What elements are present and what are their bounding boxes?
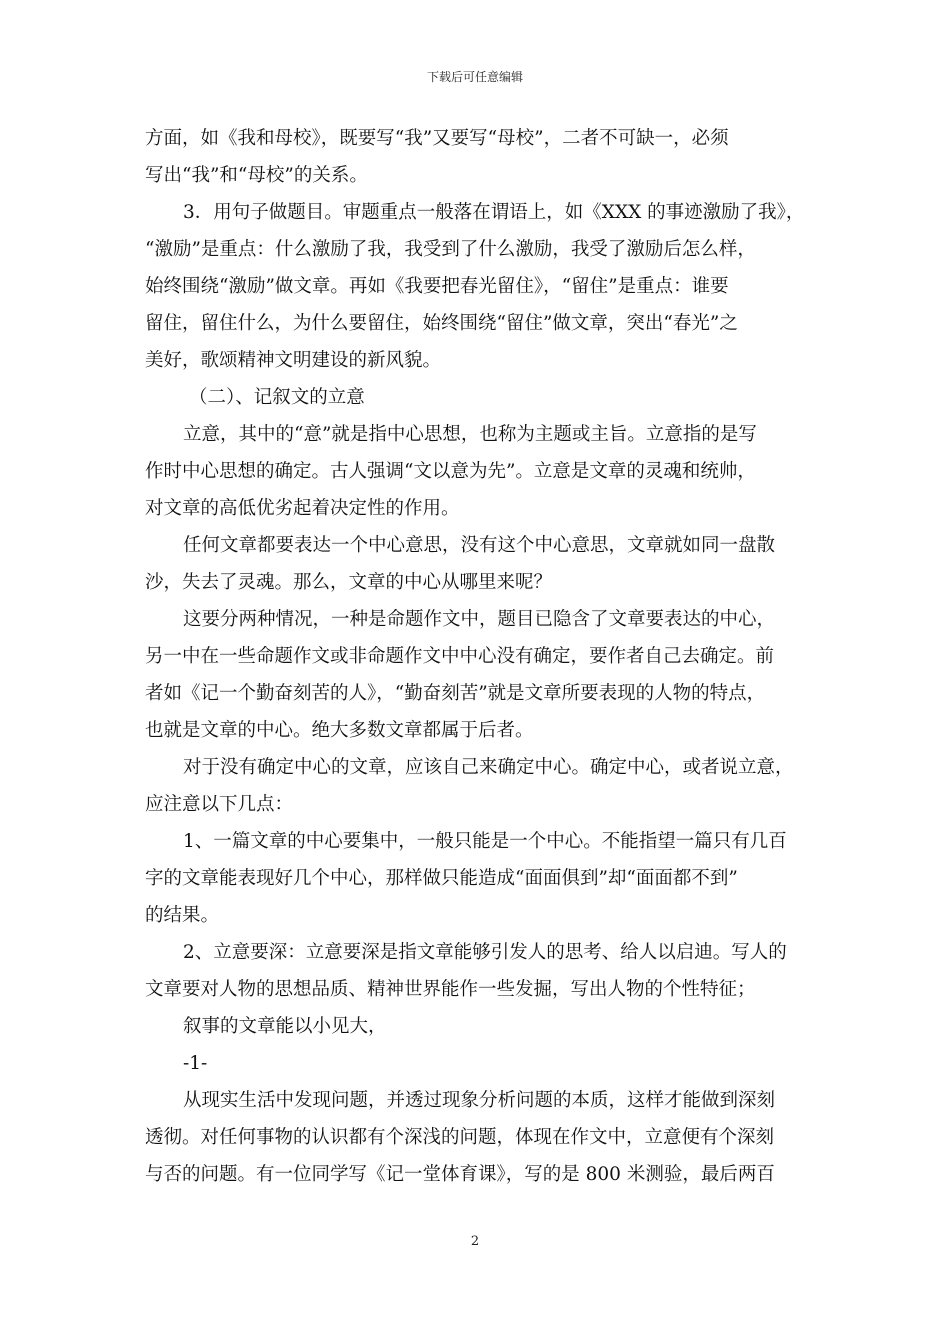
text-line: 3．用句子做题目。审题重点一般落在谓语上，如《XXX 的事迹激励了我》， (183, 202, 805, 223)
text-line: 沙，失去了灵魂。那么，文章的中心从哪里来呢？ (145, 572, 553, 593)
text-line: 从现实生活中发现问题，并透过现象分析问题的本质，这样才能做到深刻 (183, 1090, 776, 1111)
text-line: “激励”是重点：什么激励了我，我受到了什么激励，我受了激励后怎么样， (145, 239, 756, 260)
text-line: 与否的问题。有一位同学写《记一堂体育课》，写的是 800 米测验，最后两百 (145, 1164, 775, 1185)
text-line: 方面，如《我和母校》，既要写“我”又要写“母校”，二者不可缺一，必须 (145, 128, 729, 149)
text-line: 1、一篇文章的中心要集中，一般只能是一个中心。不能指望一篇只有几百 (183, 831, 787, 852)
text-line: 这要分两种情况，一种是命题作文中，题目已隐含了文章要表达的中心， (183, 609, 776, 630)
text-line: 应注意以下几点： (145, 794, 294, 815)
text-line: 透彻。对任何事物的认识都有个深浅的问题，体现在作文中，立意便有个深刻 (145, 1127, 775, 1148)
text-line: 任何文章都要表达一个中心意思，没有这个中心意思，文章就如同一盘散 (183, 535, 776, 556)
text-line: 立意，其中的“意”就是指中心思想，也称为主题或主旨。立意指的是写 (183, 424, 757, 445)
text-line: 对文章的高低优劣起着决定性的作用。 (145, 498, 460, 519)
body-text (145, 120, 810, 1193)
text-line: 文章要对人物的思想品质、精神世界能作一些发掘，写出人物的个性特征； (145, 979, 756, 1000)
text-line: 另一中在一些命题作文或非命题作文中中心没有确定，要作者自己去确定。前 (145, 646, 775, 667)
section-heading: （二）、记叙文的立意 (189, 387, 365, 408)
text-line: 2、立意要深：立意要深是指文章能够引发人的思考、给人以启迪。写人的 (183, 942, 787, 963)
text-line: 对于没有确定中心的文章，应该自己来确定中心。确定中心，或者说立意， (183, 757, 794, 778)
text-line: 作时中心思想的确定。古人强调“文以意为先”。立意是文章的灵魂和统帅， (145, 461, 756, 482)
text-line: 留住，留住什么，为什么要留住，始终围绕“留住”做文章，突出“春光”之 (145, 313, 738, 334)
text-line: 叙事的文章能以小见大， (183, 1016, 387, 1037)
text-line: 的结果。 (145, 905, 220, 926)
text-line: 也就是文章的中心。绝大多数文章都属于后者。 (145, 720, 534, 741)
text-line: 写出“我”和“母校”的关系。 (145, 165, 368, 186)
text-line: 始终围绕“激励”做文章。再如《我要把春光留住》，“留住”是重点：谁要 (145, 276, 729, 297)
page-number: 2 (470, 1234, 480, 1249)
inline-page-marker: -1- (183, 1053, 208, 1074)
page-header: 下载后可任意编辑 (426, 70, 523, 84)
text-line: 字的文章能表现好几个中心，那样做只能造成“面面俱到”却“面面都不到” (145, 868, 738, 889)
text-line: 者如《记一个勤奋刻苦的人》，“勤奋刻苦”就是文章所要表现的人物的特点， (145, 683, 766, 704)
text-line: 美好，歌颂精神文明建设的新风貌。 (145, 350, 442, 371)
